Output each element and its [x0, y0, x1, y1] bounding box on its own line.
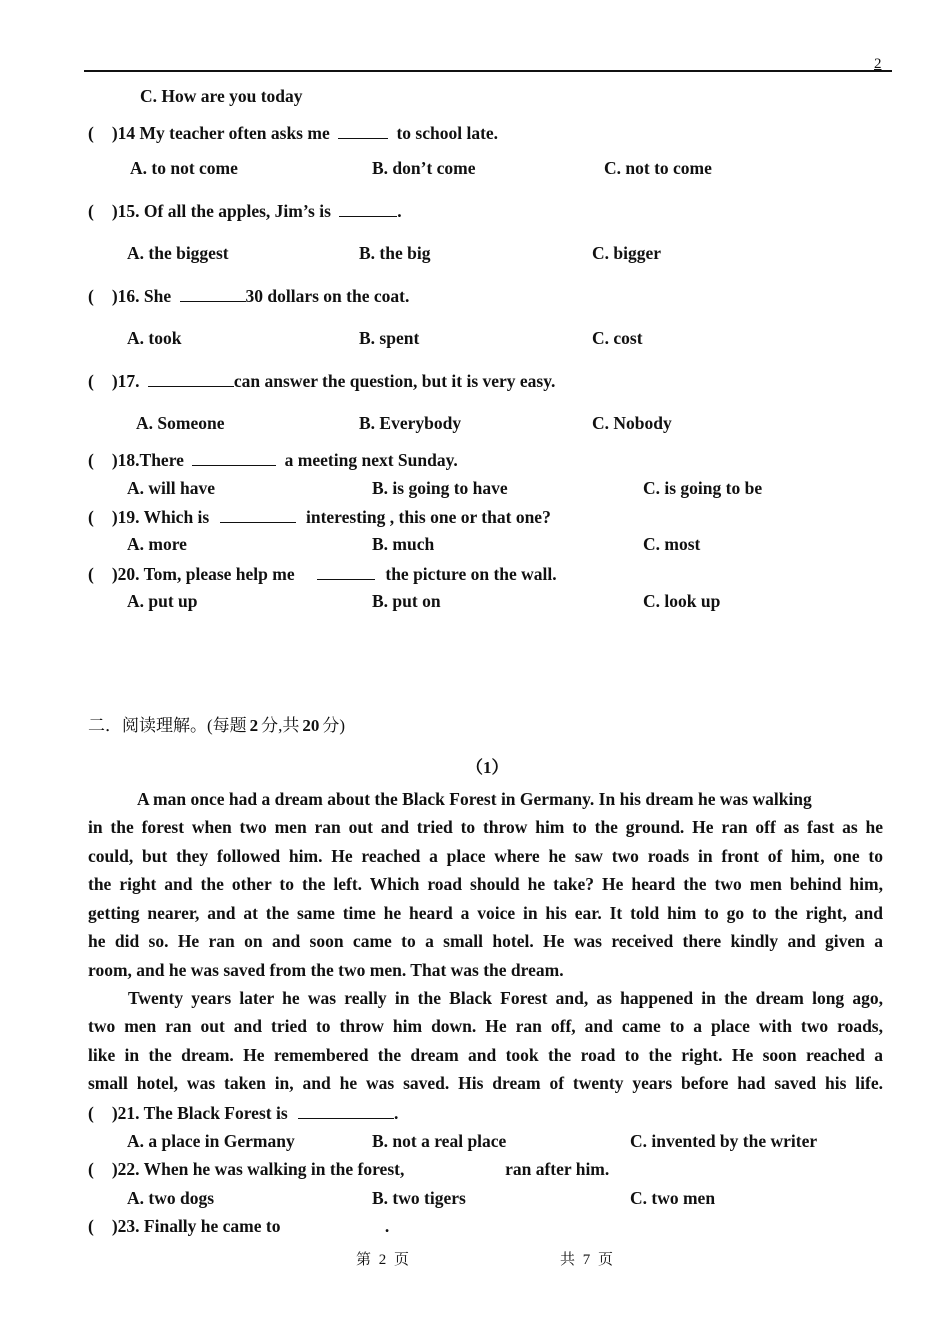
- answer-paren: (: [88, 1159, 94, 1179]
- q14-option-a: A. to not come: [130, 158, 238, 178]
- passage-label: （1）: [466, 758, 509, 777]
- q14-option-b: B. don’t come: [372, 158, 476, 178]
- passage-line: small hotel, was taken in, and he was saved. His dream of twenty years before had saved his life.: [88, 1073, 883, 1093]
- answer-blank: [338, 122, 388, 139]
- q19-stem-a: )19. Which is: [111, 507, 210, 527]
- footer-page-number: 2: [378, 1252, 387, 1268]
- footer-total-number: 7: [582, 1252, 591, 1268]
- passage-line: A man once had a dream about the Black Forest in Germany. In his dream he was walking: [137, 789, 812, 809]
- answer-blank: [192, 449, 276, 466]
- answer-blank: [180, 285, 246, 302]
- q22-stem-a: )22. When he was walking in the forest,: [111, 1159, 405, 1179]
- answer-paren: (: [88, 123, 94, 143]
- q15-option-b: B. the big: [359, 243, 431, 263]
- q16-stem: [88, 285, 409, 307]
- q18-option-b: B. is going to have: [372, 478, 508, 498]
- section-heading: [88, 711, 345, 736]
- answer-blank: [148, 370, 234, 387]
- q14-stem-b: to school late.: [396, 123, 499, 143]
- q19-option-b: B. much: [372, 534, 435, 554]
- q16-option-c: C. cost: [592, 328, 643, 348]
- q20-option-c: C. look up: [643, 591, 721, 611]
- q17-stem: [88, 370, 555, 392]
- answer-blank: [220, 506, 296, 523]
- q17-option-b: B. Everybody: [359, 413, 462, 433]
- q15-option-a: A. the biggest: [127, 243, 229, 263]
- q22-option-c: C. two men: [630, 1188, 716, 1208]
- answer-paren: (: [88, 450, 94, 470]
- q17-option-c: C. Nobody: [592, 413, 672, 433]
- q23-stem-b: .: [384, 1216, 390, 1236]
- q23-stem-a: )23. Finally he came to: [111, 1216, 281, 1236]
- q16-stem-a: )16. She: [111, 286, 172, 306]
- q21-stem-a: )21. The Black Forest is: [111, 1103, 288, 1123]
- q13-option-c: C. How are you today: [140, 86, 303, 106]
- answer-paren: (: [88, 286, 94, 306]
- header-page-number: 2: [874, 56, 882, 72]
- section-title-end: 分): [322, 716, 346, 735]
- answer-paren: (: [88, 564, 94, 584]
- footer-page: [356, 1248, 409, 1269]
- section-title-prefix: 二．阅读理解。(每题: [88, 716, 247, 735]
- answer-paren: (: [88, 1103, 94, 1123]
- answer-blank: [298, 1102, 394, 1119]
- q18-option-a: A. will have: [127, 478, 215, 498]
- passage-line: getting nearer, and at the same time he heard a voice in his ear. It told him to go to the right, and: [88, 903, 883, 923]
- q18-stem-a: )18.There: [111, 450, 184, 470]
- q16-option-b: B. spent: [359, 328, 420, 348]
- q20-stem: [88, 563, 557, 585]
- q14-stem-a: )14 My teacher often asks me: [111, 123, 330, 143]
- q20-option-b: B. put on: [372, 591, 441, 611]
- q16-option-a: A. took: [127, 328, 182, 348]
- passage-line: like in the dream. He remembered the dream and took the road to the right. He soon reached a: [88, 1045, 883, 1065]
- passage-line: could, but they followed him. He reached a place where he saw two roads in front of him, one to: [88, 846, 883, 866]
- q22-stem: [88, 1159, 609, 1180]
- section-title-mid: 分,共: [261, 716, 300, 735]
- q16-stem-b: 30 dollars on the coat.: [245, 286, 410, 306]
- q17-stem-b: can answer the question, but it is very easy.: [233, 371, 556, 391]
- q23-stem: [88, 1216, 389, 1237]
- section-points-each: 2: [249, 716, 259, 735]
- passage-line: the right and the other to the left. Which road should he take? He heard the two men behind him,: [88, 874, 883, 894]
- q19-option-a: A. more: [127, 534, 187, 554]
- q22-option-a: A. two dogs: [127, 1188, 215, 1208]
- passage-line: in the forest when two men ran out and tried to throw him to the ground. He ran off as fast as he: [88, 817, 883, 837]
- q15-stem-b: .: [397, 201, 402, 221]
- footer-total: [560, 1248, 613, 1269]
- answer-paren: (: [88, 1216, 94, 1236]
- q18-stem: [88, 449, 458, 471]
- q14-stem: [88, 122, 498, 144]
- answer-blank: [339, 200, 397, 217]
- passage-line: room, and he was saved from the two men. That was the dream.: [88, 960, 564, 980]
- header-rule: [84, 70, 892, 72]
- section-points-total: 20: [302, 716, 320, 735]
- footer-page-suffix: 页: [394, 1252, 410, 1268]
- q21-option-b: B. not a real place: [372, 1131, 507, 1151]
- q20-stem-b: the picture on the wall.: [385, 564, 557, 584]
- q18-stem-b: a meeting next Sunday.: [284, 450, 458, 470]
- passage-line: Twenty years later he was really in the Black Forest and, as happened in the dream long ago,: [128, 988, 883, 1008]
- q15-option-c: C. bigger: [592, 243, 662, 263]
- footer-total-suffix: 页: [598, 1252, 614, 1268]
- q19-option-c: C. most: [643, 534, 701, 554]
- passage-line: he did so. He ran on and soon came to a small hotel. He was received there kindly and given a: [88, 931, 883, 951]
- q19-stem-b: interesting , this one or that one?: [305, 507, 551, 527]
- q20-stem-a: )20. Tom, please help me: [111, 564, 295, 584]
- q21-option-a: A. a place in Germany: [127, 1131, 295, 1151]
- q21-stem: [88, 1102, 398, 1124]
- q15-stem: [88, 200, 402, 222]
- footer-total-prefix: 共: [560, 1252, 576, 1268]
- passage-line: two men ran out and tried to throw him down. He ran off, and came to a place with two roads,: [88, 1016, 883, 1036]
- q15-stem-a: )15. Of all the apples, Jim’s is: [111, 201, 331, 221]
- footer-page-prefix: 第: [356, 1252, 372, 1268]
- q17-option-a: A. Someone: [136, 413, 225, 433]
- answer-paren: (: [88, 507, 94, 527]
- q14-option-c: C. not to come: [604, 158, 712, 178]
- q18-option-c: C. is going to be: [643, 478, 763, 498]
- q22-option-b: B. two tigers: [372, 1188, 466, 1208]
- answer-paren: (: [88, 371, 94, 391]
- q22-stem-b: ran after him.: [505, 1159, 610, 1179]
- q21-option-c: C. invented by the writer: [630, 1131, 818, 1151]
- q21-stem-b: .: [394, 1103, 399, 1123]
- q20-option-a: A. put up: [127, 591, 198, 611]
- answer-paren: (: [88, 201, 94, 221]
- q19-stem: [88, 506, 551, 528]
- answer-blank: [317, 563, 375, 580]
- q17-stem-a: )17.: [111, 371, 140, 391]
